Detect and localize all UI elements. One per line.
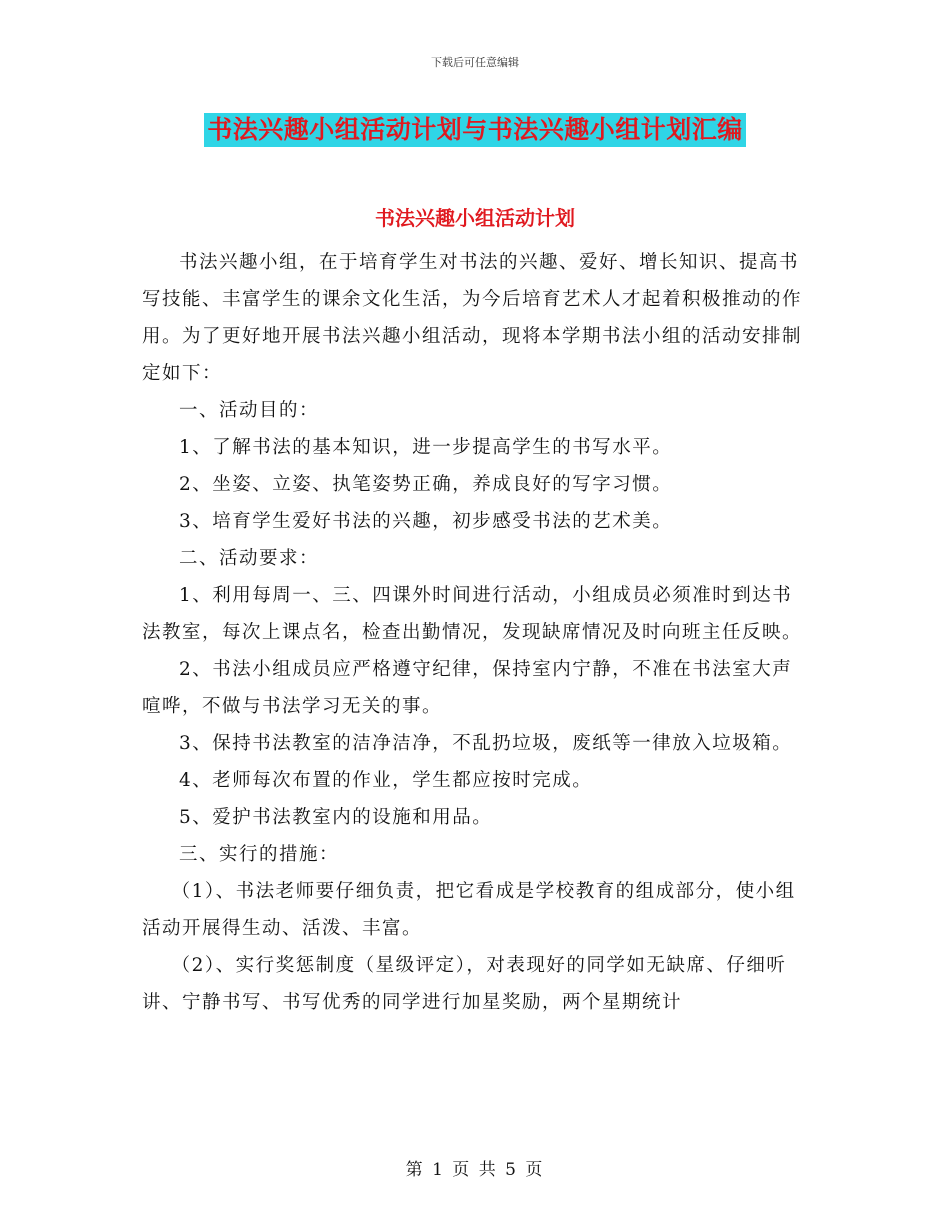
requirement-item: 4、老师每次布置的作业，学生都应按时完成。 bbox=[179, 770, 593, 791]
document-title-text: 书法兴趣小组活动计划与书法兴趣小组计划汇编 bbox=[204, 113, 746, 147]
document-body bbox=[142, 244, 808, 1021]
intro-paragraph: 书法兴趣小组，在于培育学生对书法的兴趣、爱好、增长知识、提高书写技能、丰富学生的课余文化生活，为今后培育艺术人才起着积极推动的作用。为了更好地开展书法兴趣小组活动，现将本学期书法小组的活动安排制定如下： bbox=[142, 252, 803, 384]
requirement-item: 1、利用每周一、三、四课外时间进行活动，小组成员必须准时到达书法教室，每次上课点名，检查出勤情况，发现缺席情况及时向班主任反映。 bbox=[142, 585, 803, 643]
measure-item: （2）、实行奖惩制度（星级评定），对表现好的同学如无缺席、仔细听讲、宁静书写、书写优秀的同学进行加星奖励，两个星期统计 bbox=[142, 955, 787, 1013]
header-note: 下载后可任意编辑 bbox=[431, 56, 519, 69]
page-footer: 第 1 页 共 5 页 bbox=[405, 1160, 545, 1180]
requirement-item: 5、爱护书法教室内的设施和用品。 bbox=[179, 807, 493, 828]
section-title: 书法兴趣小组活动计划 bbox=[375, 206, 575, 230]
heading-requirements: 二、活动要求： bbox=[179, 548, 320, 569]
document-title bbox=[0, 113, 950, 147]
objective-item: 1、了解书法的基本知识，进一步提高学生的书写水平。 bbox=[179, 437, 673, 458]
objective-item: 2、坐姿、立姿、执笔姿势正确，养成良好的写字习惯。 bbox=[179, 474, 673, 495]
requirement-item: 2、书法小组成员应严格遵守纪律，保持室内宁静，不准在书法室大声喧哗，不做与书法学习无关的事。 bbox=[142, 659, 793, 717]
objective-item: 3、培育学生爱好书法的兴趣，初步感受书法的艺术美。 bbox=[179, 511, 673, 532]
heading-measures: 三、实行的措施： bbox=[179, 844, 340, 865]
heading-objectives: 一、活动目的： bbox=[179, 400, 320, 421]
measure-item: （1）、书法老师要仔细负责，把它看成是学校教育的组成部分，使小组活动开展得生动、活泼、丰富。 bbox=[142, 881, 796, 939]
requirement-item: 3、保持书法教室的洁净洁净，不乱扔垃圾，废纸等一律放入垃圾箱。 bbox=[179, 733, 793, 754]
